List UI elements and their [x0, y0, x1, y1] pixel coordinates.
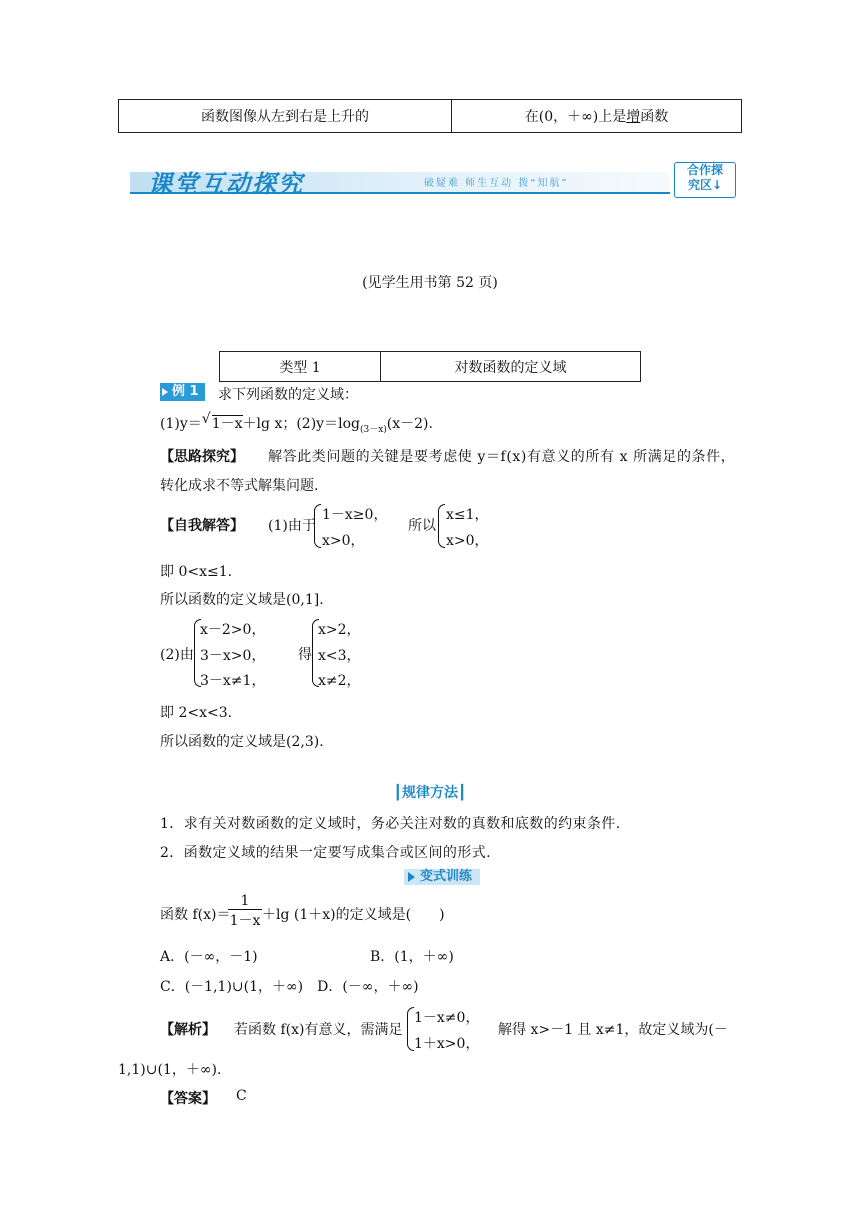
analysis-heading: 【思路探究】	[160, 449, 244, 465]
system-2-line-1: x≤1，	[446, 507, 489, 523]
cooperation-zone-badge: 合作探 究区↓	[674, 162, 736, 198]
summary-table	[118, 99, 742, 133]
system-1-line-2: x>0，	[322, 533, 365, 549]
solution-p2-lead: (2)由	[160, 647, 194, 663]
system-3-line-2: 3－x>0，	[200, 648, 266, 664]
type-table	[219, 351, 641, 382]
sqrt-expression: √ 1－x	[201, 411, 243, 432]
variant-solution-pre: 若函数 f(x)有意义，需满足	[234, 1022, 403, 1038]
down-arrow-icon: ↓	[711, 178, 723, 192]
system-2-line-2: x>0，	[446, 533, 489, 549]
brace-icon	[314, 504, 321, 548]
rule-item-1: 1．求有关对数函数的定义域时，务必关注对数的真数和底数的约束条件.	[160, 816, 621, 832]
brace-icon	[407, 1007, 414, 1051]
system-3-line-3: 3－x≠1，	[200, 673, 266, 689]
variant-solution-heading: 【解析】	[160, 1022, 216, 1038]
solution-heading: 【自我解答】	[160, 518, 244, 534]
page-reference: (见学生用书第 52 页)	[362, 275, 498, 291]
analysis-line-1: 解答此类问题的关键是要考虑使 y＝f(x)有意义的所有 x 所满足的条件，	[268, 449, 736, 465]
solution-p1-mid: 所以	[408, 518, 436, 534]
solution-p1-result: 所以函数的定义域是(0,1].	[160, 592, 324, 608]
variant-system-line-1: 1－x≠0，	[414, 1010, 480, 1026]
answer-value: C	[236, 1088, 247, 1104]
solution-p1-lead: (1)由于	[268, 518, 316, 534]
system-1-line-1: 1－x≥0，	[322, 507, 388, 523]
variant-solution-post: 解得 x>－1 且 x≠1，故定义域为(－	[498, 1022, 728, 1038]
option-b: B．(1，＋∞)	[370, 949, 454, 965]
variant-solution-line-2: 1,1)∪(1，＋∞).	[118, 1062, 222, 1078]
variant-q-post: ＋lg (1＋x)的定义域是( )	[262, 907, 445, 923]
variant-fraction: $\frac{1}{1-x}$	[229, 893, 261, 929]
sqrt-sign-icon: √	[201, 411, 211, 427]
section-banner	[130, 162, 736, 198]
system-4-line-2: x<3，	[318, 648, 361, 664]
example-prompt: 求下列函数的定义域：	[218, 387, 358, 403]
brace-icon	[438, 504, 445, 548]
system-4-line-3: x≠2，	[318, 673, 361, 689]
type-label: 类型 1	[220, 352, 381, 382]
type-title: 对数函数的定义域	[381, 352, 641, 382]
system-4-line-1: x>2，	[318, 622, 361, 638]
analysis-line-2: 转化成求不等式解集问题.	[160, 478, 319, 494]
solution-p2-result: 所以函数的定义域是(2,3).	[160, 734, 324, 750]
rules-heading: 规律方法	[402, 785, 458, 801]
variant-system-line-2: 1＋x>0，	[414, 1036, 480, 1052]
option-c-d: C．(－1,1)∪(1，＋∞) D．(－∞，＋∞)	[160, 979, 419, 995]
option-a: A．(－∞，－1)	[160, 949, 258, 965]
example-problems: (1)y＝ √ 1－x＋lg x；$(2)y=\log_{(3-x)}(x-2)$.	[160, 411, 433, 435]
rules-heading-wrap: ┃规律方法┃	[393, 785, 467, 801]
answer-heading: 【答案】	[160, 1091, 216, 1107]
system-3-line-1: x－2>0，	[200, 622, 266, 638]
summary-right-cell: 在(0，＋∞)上是增函数	[452, 100, 742, 133]
rule-item-2: 2．函数定义域的结果一定要写成集合或区间的形式.	[160, 845, 491, 861]
variant-q-pre: 函数 f(x)＝	[160, 907, 231, 923]
solution-p2-then: 即 2<x<3.	[160, 705, 233, 721]
solution-p1-then: 即 0<x≤1.	[160, 564, 233, 580]
banner-title: 课堂互动探究	[148, 169, 304, 198]
solution-p2-mid: 得	[298, 647, 312, 663]
variant-tag: 变式训练	[404, 869, 480, 885]
example-tag: 例 1	[160, 383, 205, 401]
banner-subtitle: 破疑难 师生互动 拨“知航”	[424, 178, 569, 189]
summary-left-cell: 函数图像从左到右是上升的	[119, 100, 452, 133]
